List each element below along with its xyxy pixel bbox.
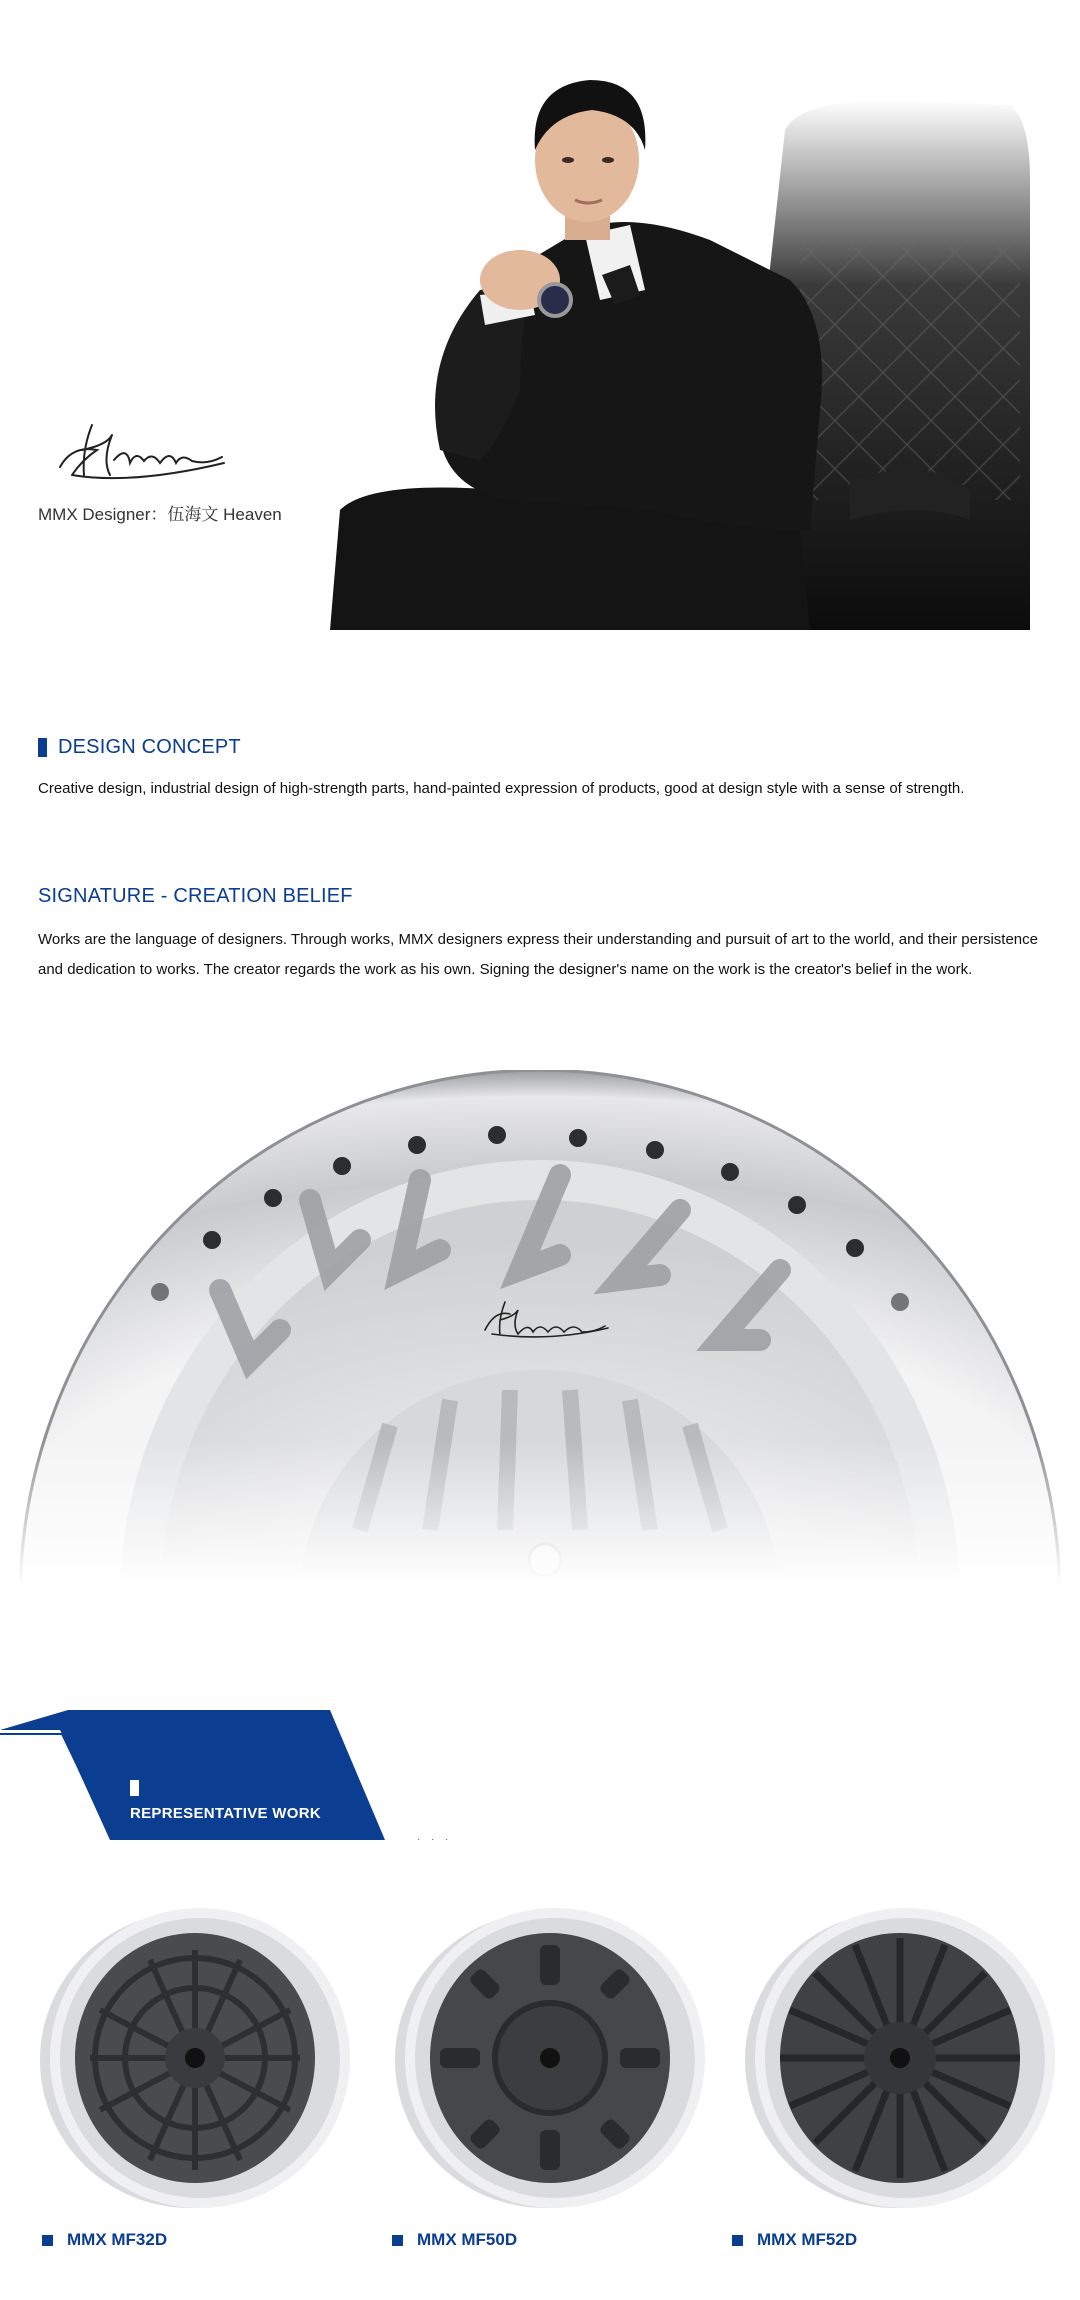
slot-wheel-icon[interactable] <box>385 1890 715 2220</box>
design-concept-text: Creative design, industrial design of high-strength parts, hand-painted expression of products, good at design style with a sense of strength. <box>38 780 965 797</box>
section-marker <box>38 738 47 757</box>
creation-belief-title: SIGNATURE - CREATION BELIEF <box>38 885 353 907</box>
design-concept-title: DESIGN CONCEPT <box>58 736 241 758</box>
creation-belief-text: Works are the language of designers. Through works, MMX designers express their understanding and pursuit of art to the world, and their persistence and dedication to works. The creator regards the work as his own. Signing the designer's name on the work is the creator's belief in the work. <box>38 931 1038 978</box>
designer-signature <box>52 405 232 485</box>
product-name: MMX MF50D <box>417 2230 518 2249</box>
designer-caption: MMX Designer：伍海文 Heaven <box>38 505 282 524</box>
product-name: MMX MF52D <box>757 2230 858 2249</box>
mesh-wheel-icon[interactable] <box>30 1890 360 2220</box>
bullet-square-icon <box>42 2235 53 2246</box>
product-name: MMX MF32D <box>67 2230 168 2249</box>
design-concept-heading <box>38 736 241 759</box>
designer-portrait <box>330 60 1030 630</box>
product-label-mf50d[interactable] <box>392 2230 517 2250</box>
wheel-fade-overlay <box>0 1440 1080 1620</box>
representative-work-title: REPRESENTATIVE WORK <box>130 1805 321 1822</box>
spoke-wheel-icon[interactable] <box>735 1890 1065 2220</box>
bullet-square-icon <box>732 2235 743 2246</box>
watch-icon <box>539 284 571 316</box>
product-label-mf52d[interactable] <box>732 2230 857 2250</box>
bullet-square-icon <box>392 2235 403 2246</box>
product-label-mf32d[interactable] <box>42 2230 167 2250</box>
